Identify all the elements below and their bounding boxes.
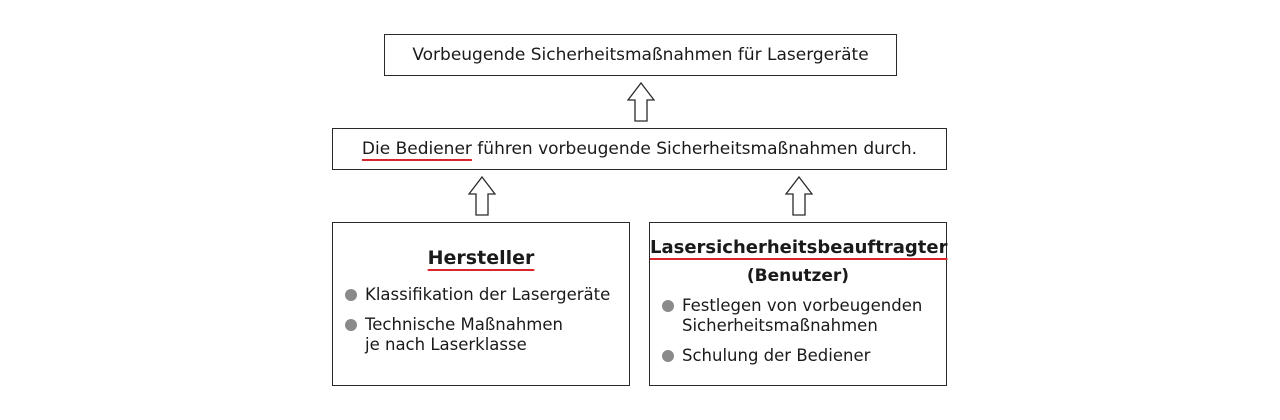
bullet-icon bbox=[662, 300, 674, 312]
up-arrow-left-icon bbox=[468, 176, 496, 216]
laser-safety-officer-title: Lasersicherheitsbeauftragter bbox=[650, 237, 948, 258]
bullet-icon bbox=[345, 289, 357, 301]
manufacturer-heading bbox=[333, 247, 629, 269]
up-arrow-right-icon bbox=[785, 176, 813, 216]
top-box bbox=[384, 34, 897, 76]
list-item-line: Schulung der Bediener bbox=[682, 346, 871, 365]
list-item bbox=[345, 285, 629, 305]
laser-safety-officer-subtitle: (Benutzer) bbox=[746, 266, 850, 286]
list-item-line: Sicherheitsmaßnahmen bbox=[682, 316, 878, 335]
bullet-icon bbox=[345, 319, 357, 331]
bullet-icon bbox=[662, 350, 674, 362]
laser-safety-officer-list bbox=[662, 296, 946, 366]
list-item-line: je nach Laserklasse bbox=[365, 335, 527, 354]
manufacturer-title: Hersteller bbox=[427, 247, 535, 269]
top-box-text: Vorbeugende Sicherheitsmaßnahmen für Lasergeräte bbox=[412, 45, 869, 65]
list-item bbox=[345, 315, 629, 355]
list-item-line: Festlegen von vorbeugenden bbox=[682, 296, 923, 315]
manufacturer-box bbox=[332, 222, 630, 386]
list-item-line: Technische Maßnahmen bbox=[365, 315, 563, 334]
middle-box bbox=[332, 128, 947, 170]
middle-box-text: führen vorbeugende Sicherheitsmaßnahmen durch. bbox=[471, 139, 918, 159]
manufacturer-list bbox=[345, 285, 629, 355]
operators-text: Die Bediener bbox=[361, 139, 472, 159]
list-item bbox=[662, 296, 946, 336]
list-item-line: Klassifikation der Lasergeräte bbox=[365, 285, 611, 304]
up-arrow-icon bbox=[627, 82, 655, 122]
list-item bbox=[662, 346, 946, 366]
laser-safety-officer-box bbox=[649, 222, 947, 386]
laser-safety-officer-heading bbox=[650, 237, 946, 258]
